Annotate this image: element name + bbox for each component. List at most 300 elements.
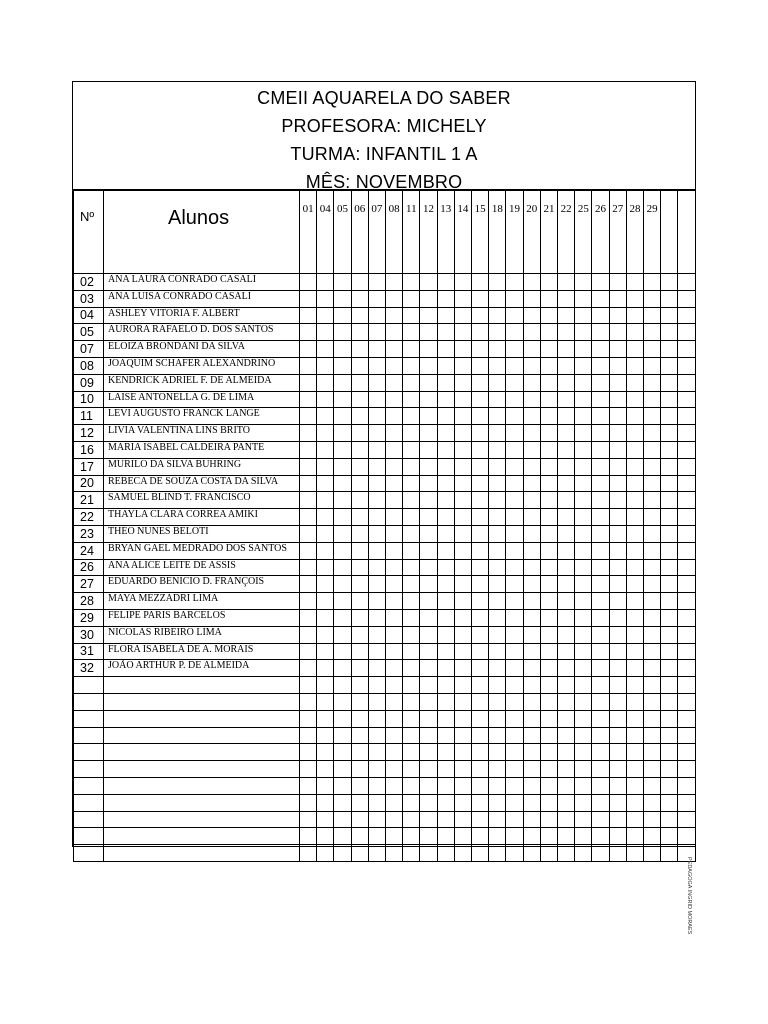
attendance-cell[interactable] bbox=[506, 357, 523, 374]
attendance-cell[interactable] bbox=[523, 811, 540, 828]
attendance-cell[interactable] bbox=[317, 660, 334, 677]
attendance-cell[interactable] bbox=[403, 593, 420, 610]
attendance-cell[interactable] bbox=[575, 777, 592, 794]
attendance-cell[interactable] bbox=[575, 761, 592, 778]
attendance-cell[interactable] bbox=[472, 794, 489, 811]
attendance-cell[interactable] bbox=[626, 727, 643, 744]
attendance-cell[interactable] bbox=[368, 408, 385, 425]
attendance-cell[interactable] bbox=[437, 660, 454, 677]
attendance-cell[interactable] bbox=[626, 425, 643, 442]
attendance-cell[interactable] bbox=[644, 525, 661, 542]
attendance-cell[interactable] bbox=[454, 475, 471, 492]
attendance-cell[interactable] bbox=[472, 290, 489, 307]
attendance-cell[interactable] bbox=[420, 559, 437, 576]
attendance-cell[interactable] bbox=[472, 811, 489, 828]
attendance-cell[interactable] bbox=[334, 828, 351, 845]
attendance-cell[interactable] bbox=[300, 425, 317, 442]
attendance-cell[interactable] bbox=[592, 408, 609, 425]
attendance-cell[interactable] bbox=[540, 794, 557, 811]
attendance-cell[interactable] bbox=[368, 626, 385, 643]
attendance-cell[interactable] bbox=[386, 542, 403, 559]
attendance-cell[interactable] bbox=[351, 525, 368, 542]
attendance-cell[interactable] bbox=[386, 492, 403, 509]
attendance-cell[interactable] bbox=[386, 744, 403, 761]
attendance-cell[interactable] bbox=[661, 794, 678, 811]
attendance-cell[interactable] bbox=[540, 710, 557, 727]
attendance-cell[interactable] bbox=[678, 677, 695, 694]
attendance-cell[interactable] bbox=[540, 761, 557, 778]
attendance-cell[interactable] bbox=[386, 441, 403, 458]
attendance-cell[interactable] bbox=[506, 492, 523, 509]
attendance-cell[interactable] bbox=[437, 677, 454, 694]
attendance-cell[interactable] bbox=[644, 677, 661, 694]
attendance-cell[interactable] bbox=[489, 408, 506, 425]
attendance-cell[interactable] bbox=[472, 845, 489, 862]
attendance-cell[interactable] bbox=[523, 324, 540, 341]
attendance-cell[interactable] bbox=[420, 727, 437, 744]
attendance-cell[interactable] bbox=[351, 576, 368, 593]
attendance-cell[interactable] bbox=[523, 458, 540, 475]
attendance-cell[interactable] bbox=[678, 811, 695, 828]
attendance-cell[interactable] bbox=[437, 525, 454, 542]
attendance-cell[interactable] bbox=[317, 458, 334, 475]
attendance-cell[interactable] bbox=[523, 425, 540, 442]
attendance-cell[interactable] bbox=[661, 828, 678, 845]
attendance-cell[interactable] bbox=[540, 408, 557, 425]
attendance-cell[interactable] bbox=[575, 693, 592, 710]
attendance-cell[interactable] bbox=[626, 811, 643, 828]
attendance-cell[interactable] bbox=[437, 458, 454, 475]
attendance-cell[interactable] bbox=[403, 374, 420, 391]
attendance-cell[interactable] bbox=[661, 408, 678, 425]
attendance-cell[interactable] bbox=[523, 525, 540, 542]
attendance-cell[interactable] bbox=[351, 626, 368, 643]
attendance-cell[interactable] bbox=[317, 374, 334, 391]
attendance-cell[interactable] bbox=[661, 542, 678, 559]
attendance-cell[interactable] bbox=[317, 727, 334, 744]
attendance-cell[interactable] bbox=[351, 811, 368, 828]
attendance-cell[interactable] bbox=[661, 324, 678, 341]
attendance-cell[interactable] bbox=[540, 845, 557, 862]
attendance-cell[interactable] bbox=[678, 525, 695, 542]
attendance-cell[interactable] bbox=[592, 660, 609, 677]
attendance-cell[interactable] bbox=[317, 710, 334, 727]
attendance-cell[interactable] bbox=[489, 492, 506, 509]
attendance-cell[interactable] bbox=[437, 542, 454, 559]
attendance-cell[interactable] bbox=[472, 576, 489, 593]
attendance-cell[interactable] bbox=[592, 475, 609, 492]
attendance-cell[interactable] bbox=[558, 643, 575, 660]
attendance-cell[interactable] bbox=[317, 677, 334, 694]
attendance-cell[interactable] bbox=[351, 609, 368, 626]
attendance-cell[interactable] bbox=[368, 828, 385, 845]
attendance-cell[interactable] bbox=[403, 559, 420, 576]
attendance-cell[interactable] bbox=[575, 542, 592, 559]
attendance-cell[interactable] bbox=[403, 274, 420, 291]
attendance-cell[interactable] bbox=[317, 525, 334, 542]
attendance-cell[interactable] bbox=[626, 307, 643, 324]
attendance-cell[interactable] bbox=[300, 660, 317, 677]
attendance-cell[interactable] bbox=[523, 391, 540, 408]
attendance-cell[interactable] bbox=[351, 727, 368, 744]
attendance-cell[interactable] bbox=[644, 777, 661, 794]
attendance-cell[interactable] bbox=[300, 307, 317, 324]
attendance-cell[interactable] bbox=[523, 710, 540, 727]
attendance-cell[interactable] bbox=[368, 794, 385, 811]
attendance-cell[interactable] bbox=[644, 593, 661, 610]
attendance-cell[interactable] bbox=[661, 677, 678, 694]
attendance-cell[interactable] bbox=[575, 357, 592, 374]
attendance-cell[interactable] bbox=[592, 357, 609, 374]
attendance-cell[interactable] bbox=[540, 811, 557, 828]
attendance-cell[interactable] bbox=[661, 290, 678, 307]
attendance-cell[interactable] bbox=[300, 374, 317, 391]
attendance-cell[interactable] bbox=[368, 525, 385, 542]
attendance-cell[interactable] bbox=[368, 274, 385, 291]
attendance-cell[interactable] bbox=[506, 290, 523, 307]
attendance-cell[interactable] bbox=[626, 374, 643, 391]
attendance-cell[interactable] bbox=[317, 441, 334, 458]
attendance-cell[interactable] bbox=[661, 693, 678, 710]
attendance-cell[interactable] bbox=[540, 576, 557, 593]
attendance-cell[interactable] bbox=[661, 307, 678, 324]
attendance-cell[interactable] bbox=[678, 307, 695, 324]
attendance-cell[interactable] bbox=[334, 744, 351, 761]
attendance-cell[interactable] bbox=[437, 475, 454, 492]
attendance-cell[interactable] bbox=[368, 357, 385, 374]
attendance-cell[interactable] bbox=[661, 475, 678, 492]
attendance-cell[interactable] bbox=[317, 559, 334, 576]
attendance-cell[interactable] bbox=[661, 643, 678, 660]
attendance-cell[interactable] bbox=[454, 845, 471, 862]
attendance-cell[interactable] bbox=[472, 609, 489, 626]
attendance-cell[interactable] bbox=[644, 643, 661, 660]
attendance-cell[interactable] bbox=[592, 525, 609, 542]
attendance-cell[interactable] bbox=[472, 542, 489, 559]
attendance-cell[interactable] bbox=[523, 593, 540, 610]
attendance-cell[interactable] bbox=[334, 559, 351, 576]
attendance-cell[interactable] bbox=[472, 324, 489, 341]
attendance-cell[interactable] bbox=[368, 660, 385, 677]
attendance-cell[interactable] bbox=[609, 509, 626, 526]
attendance-cell[interactable] bbox=[472, 626, 489, 643]
attendance-cell[interactable] bbox=[506, 542, 523, 559]
attendance-cell[interactable] bbox=[558, 744, 575, 761]
attendance-cell[interactable] bbox=[334, 693, 351, 710]
attendance-cell[interactable] bbox=[489, 777, 506, 794]
attendance-cell[interactable] bbox=[575, 425, 592, 442]
attendance-cell[interactable] bbox=[592, 693, 609, 710]
attendance-cell[interactable] bbox=[678, 290, 695, 307]
attendance-cell[interactable] bbox=[300, 324, 317, 341]
attendance-cell[interactable] bbox=[592, 845, 609, 862]
attendance-cell[interactable] bbox=[558, 525, 575, 542]
attendance-cell[interactable] bbox=[403, 408, 420, 425]
attendance-cell[interactable] bbox=[661, 845, 678, 862]
attendance-cell[interactable] bbox=[592, 576, 609, 593]
attendance-cell[interactable] bbox=[661, 744, 678, 761]
attendance-cell[interactable] bbox=[575, 710, 592, 727]
attendance-cell[interactable] bbox=[386, 576, 403, 593]
attendance-cell[interactable] bbox=[489, 475, 506, 492]
attendance-cell[interactable] bbox=[644, 341, 661, 358]
attendance-cell[interactable] bbox=[454, 374, 471, 391]
attendance-cell[interactable] bbox=[334, 509, 351, 526]
attendance-cell[interactable] bbox=[575, 441, 592, 458]
attendance-cell[interactable] bbox=[626, 828, 643, 845]
attendance-cell[interactable] bbox=[609, 710, 626, 727]
attendance-cell[interactable] bbox=[592, 609, 609, 626]
attendance-cell[interactable] bbox=[472, 509, 489, 526]
attendance-cell[interactable] bbox=[472, 307, 489, 324]
attendance-cell[interactable] bbox=[506, 525, 523, 542]
attendance-cell[interactable] bbox=[661, 525, 678, 542]
attendance-cell[interactable] bbox=[626, 509, 643, 526]
attendance-cell[interactable] bbox=[300, 408, 317, 425]
attendance-cell[interactable] bbox=[678, 727, 695, 744]
attendance-cell[interactable] bbox=[678, 693, 695, 710]
attendance-cell[interactable] bbox=[317, 492, 334, 509]
attendance-cell[interactable] bbox=[540, 828, 557, 845]
attendance-cell[interactable] bbox=[644, 458, 661, 475]
attendance-cell[interactable] bbox=[558, 425, 575, 442]
attendance-cell[interactable] bbox=[678, 509, 695, 526]
attendance-cell[interactable] bbox=[540, 660, 557, 677]
attendance-cell[interactable] bbox=[609, 559, 626, 576]
attendance-cell[interactable] bbox=[489, 828, 506, 845]
attendance-cell[interactable] bbox=[592, 324, 609, 341]
attendance-cell[interactable] bbox=[368, 475, 385, 492]
attendance-cell[interactable] bbox=[506, 274, 523, 291]
attendance-cell[interactable] bbox=[386, 677, 403, 694]
attendance-cell[interactable] bbox=[661, 274, 678, 291]
attendance-cell[interactable] bbox=[592, 458, 609, 475]
attendance-cell[interactable] bbox=[437, 441, 454, 458]
attendance-cell[interactable] bbox=[523, 794, 540, 811]
attendance-cell[interactable] bbox=[609, 357, 626, 374]
attendance-cell[interactable] bbox=[592, 441, 609, 458]
attendance-cell[interactable] bbox=[609, 609, 626, 626]
attendance-cell[interactable] bbox=[523, 845, 540, 862]
attendance-cell[interactable] bbox=[644, 408, 661, 425]
attendance-cell[interactable] bbox=[644, 744, 661, 761]
attendance-cell[interactable] bbox=[420, 290, 437, 307]
attendance-cell[interactable] bbox=[386, 828, 403, 845]
attendance-cell[interactable] bbox=[644, 425, 661, 442]
attendance-cell[interactable] bbox=[626, 593, 643, 610]
attendance-cell[interactable] bbox=[540, 693, 557, 710]
attendance-cell[interactable] bbox=[626, 845, 643, 862]
attendance-cell[interactable] bbox=[334, 441, 351, 458]
attendance-cell[interactable] bbox=[489, 744, 506, 761]
attendance-cell[interactable] bbox=[454, 341, 471, 358]
attendance-cell[interactable] bbox=[420, 525, 437, 542]
attendance-cell[interactable] bbox=[575, 324, 592, 341]
attendance-cell[interactable] bbox=[317, 811, 334, 828]
attendance-cell[interactable] bbox=[609, 845, 626, 862]
attendance-cell[interactable] bbox=[386, 391, 403, 408]
attendance-cell[interactable] bbox=[592, 794, 609, 811]
attendance-cell[interactable] bbox=[334, 274, 351, 291]
attendance-cell[interactable] bbox=[523, 727, 540, 744]
attendance-cell[interactable] bbox=[386, 761, 403, 778]
attendance-cell[interactable] bbox=[317, 475, 334, 492]
attendance-cell[interactable] bbox=[558, 509, 575, 526]
attendance-cell[interactable] bbox=[540, 777, 557, 794]
attendance-cell[interactable] bbox=[558, 441, 575, 458]
attendance-cell[interactable] bbox=[523, 761, 540, 778]
attendance-cell[interactable] bbox=[454, 727, 471, 744]
attendance-cell[interactable] bbox=[626, 710, 643, 727]
attendance-cell[interactable] bbox=[506, 458, 523, 475]
attendance-cell[interactable] bbox=[644, 374, 661, 391]
attendance-cell[interactable] bbox=[678, 425, 695, 442]
attendance-cell[interactable] bbox=[317, 425, 334, 442]
attendance-cell[interactable] bbox=[368, 559, 385, 576]
attendance-cell[interactable] bbox=[420, 811, 437, 828]
attendance-cell[interactable] bbox=[368, 324, 385, 341]
attendance-cell[interactable] bbox=[403, 441, 420, 458]
attendance-cell[interactable] bbox=[489, 727, 506, 744]
attendance-cell[interactable] bbox=[592, 391, 609, 408]
attendance-cell[interactable] bbox=[472, 761, 489, 778]
attendance-cell[interactable] bbox=[626, 626, 643, 643]
attendance-cell[interactable] bbox=[558, 475, 575, 492]
attendance-cell[interactable] bbox=[540, 643, 557, 660]
attendance-cell[interactable] bbox=[420, 710, 437, 727]
attendance-cell[interactable] bbox=[351, 677, 368, 694]
attendance-cell[interactable] bbox=[644, 576, 661, 593]
attendance-cell[interactable] bbox=[368, 391, 385, 408]
attendance-cell[interactable] bbox=[523, 509, 540, 526]
attendance-cell[interactable] bbox=[454, 425, 471, 442]
attendance-cell[interactable] bbox=[386, 307, 403, 324]
attendance-cell[interactable] bbox=[678, 626, 695, 643]
attendance-cell[interactable] bbox=[403, 845, 420, 862]
attendance-cell[interactable] bbox=[368, 492, 385, 509]
attendance-cell[interactable] bbox=[420, 341, 437, 358]
attendance-cell[interactable] bbox=[592, 828, 609, 845]
attendance-cell[interactable] bbox=[386, 458, 403, 475]
attendance-cell[interactable] bbox=[523, 559, 540, 576]
attendance-cell[interactable] bbox=[609, 744, 626, 761]
attendance-cell[interactable] bbox=[454, 693, 471, 710]
attendance-cell[interactable] bbox=[540, 341, 557, 358]
attendance-cell[interactable] bbox=[644, 811, 661, 828]
attendance-cell[interactable] bbox=[678, 643, 695, 660]
attendance-cell[interactable] bbox=[626, 441, 643, 458]
attendance-cell[interactable] bbox=[540, 727, 557, 744]
attendance-cell[interactable] bbox=[454, 324, 471, 341]
attendance-cell[interactable] bbox=[317, 357, 334, 374]
attendance-cell[interactable] bbox=[386, 777, 403, 794]
attendance-cell[interactable] bbox=[575, 828, 592, 845]
attendance-cell[interactable] bbox=[558, 761, 575, 778]
attendance-cell[interactable] bbox=[351, 761, 368, 778]
attendance-cell[interactable] bbox=[592, 811, 609, 828]
attendance-cell[interactable] bbox=[420, 475, 437, 492]
attendance-cell[interactable] bbox=[420, 357, 437, 374]
attendance-cell[interactable] bbox=[523, 307, 540, 324]
attendance-cell[interactable] bbox=[678, 408, 695, 425]
attendance-cell[interactable] bbox=[592, 542, 609, 559]
attendance-cell[interactable] bbox=[644, 794, 661, 811]
attendance-cell[interactable] bbox=[386, 324, 403, 341]
attendance-cell[interactable] bbox=[661, 357, 678, 374]
attendance-cell[interactable] bbox=[558, 677, 575, 694]
attendance-cell[interactable] bbox=[575, 845, 592, 862]
attendance-cell[interactable] bbox=[403, 626, 420, 643]
attendance-cell[interactable] bbox=[506, 761, 523, 778]
attendance-cell[interactable] bbox=[403, 710, 420, 727]
attendance-cell[interactable] bbox=[506, 509, 523, 526]
attendance-cell[interactable] bbox=[575, 509, 592, 526]
attendance-cell[interactable] bbox=[351, 845, 368, 862]
attendance-cell[interactable] bbox=[540, 677, 557, 694]
attendance-cell[interactable] bbox=[454, 274, 471, 291]
attendance-cell[interactable] bbox=[506, 593, 523, 610]
attendance-cell[interactable] bbox=[403, 542, 420, 559]
attendance-cell[interactable] bbox=[558, 391, 575, 408]
attendance-cell[interactable] bbox=[609, 425, 626, 442]
attendance-cell[interactable] bbox=[368, 542, 385, 559]
attendance-cell[interactable] bbox=[592, 492, 609, 509]
attendance-cell[interactable] bbox=[678, 458, 695, 475]
attendance-cell[interactable] bbox=[454, 643, 471, 660]
attendance-cell[interactable] bbox=[609, 643, 626, 660]
attendance-cell[interactable] bbox=[661, 609, 678, 626]
attendance-cell[interactable] bbox=[575, 794, 592, 811]
attendance-cell[interactable] bbox=[334, 525, 351, 542]
attendance-cell[interactable] bbox=[489, 693, 506, 710]
attendance-cell[interactable] bbox=[420, 307, 437, 324]
attendance-cell[interactable] bbox=[506, 626, 523, 643]
attendance-cell[interactable] bbox=[575, 475, 592, 492]
attendance-cell[interactable] bbox=[540, 357, 557, 374]
attendance-cell[interactable] bbox=[420, 458, 437, 475]
attendance-cell[interactable] bbox=[592, 559, 609, 576]
attendance-cell[interactable] bbox=[489, 509, 506, 526]
attendance-cell[interactable] bbox=[489, 274, 506, 291]
attendance-cell[interactable] bbox=[489, 677, 506, 694]
attendance-cell[interactable] bbox=[300, 341, 317, 358]
attendance-cell[interactable] bbox=[351, 324, 368, 341]
attendance-cell[interactable] bbox=[489, 290, 506, 307]
attendance-cell[interactable] bbox=[454, 525, 471, 542]
attendance-cell[interactable] bbox=[489, 425, 506, 442]
attendance-cell[interactable] bbox=[472, 274, 489, 291]
attendance-cell[interactable] bbox=[523, 677, 540, 694]
attendance-cell[interactable] bbox=[523, 626, 540, 643]
attendance-cell[interactable] bbox=[523, 777, 540, 794]
attendance-cell[interactable] bbox=[540, 559, 557, 576]
attendance-cell[interactable] bbox=[300, 727, 317, 744]
attendance-cell[interactable] bbox=[540, 475, 557, 492]
attendance-cell[interactable] bbox=[351, 559, 368, 576]
attendance-cell[interactable] bbox=[506, 794, 523, 811]
attendance-cell[interactable] bbox=[386, 609, 403, 626]
attendance-cell[interactable] bbox=[644, 307, 661, 324]
attendance-cell[interactable] bbox=[300, 794, 317, 811]
attendance-cell[interactable] bbox=[661, 626, 678, 643]
attendance-cell[interactable] bbox=[609, 374, 626, 391]
attendance-cell[interactable] bbox=[472, 441, 489, 458]
attendance-cell[interactable] bbox=[592, 341, 609, 358]
attendance-cell[interactable] bbox=[661, 341, 678, 358]
attendance-cell[interactable] bbox=[334, 408, 351, 425]
attendance-cell[interactable] bbox=[609, 542, 626, 559]
attendance-cell[interactable] bbox=[472, 693, 489, 710]
